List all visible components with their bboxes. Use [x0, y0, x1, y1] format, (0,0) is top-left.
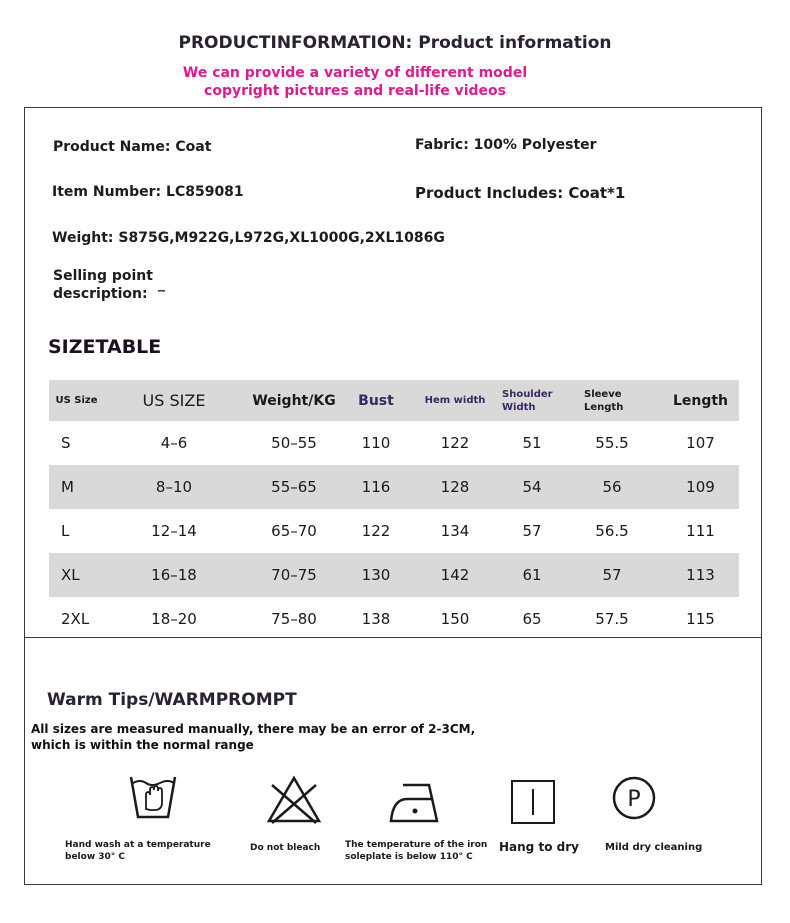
care-label-hang-dry: Hang to dry	[499, 840, 579, 854]
table-cell: 18–20	[151, 610, 197, 628]
table-row	[49, 421, 739, 465]
table-cell: 55–65	[271, 478, 317, 496]
table-cell: S	[61, 434, 71, 452]
table-cell: 51	[522, 434, 542, 452]
product-includes: Product Includes: Coat*1	[415, 184, 626, 202]
table-cell: 113	[686, 566, 715, 584]
table-cell: 57.5	[595, 610, 629, 628]
table-cell: 16–18	[151, 566, 197, 584]
column-header: US Size	[55, 395, 98, 406]
care-label-dry-clean: Mild dry cleaning	[605, 842, 703, 853]
hand-wash-icon	[128, 773, 178, 823]
table-cell: 55.5	[595, 434, 629, 452]
care-label-hand-wash: Hand wash at a temperature below 30° C	[65, 840, 211, 862]
table-cell: M	[61, 478, 74, 496]
table-cell: 75–80	[271, 610, 317, 628]
table-row	[49, 597, 739, 641]
table-cell: 150	[440, 610, 470, 628]
table-row	[49, 553, 739, 597]
table-cell: 57	[522, 522, 542, 540]
size-table	[49, 380, 739, 641]
item-number: Item Number: LC859081	[52, 184, 244, 200]
table-cell: 130	[361, 566, 391, 584]
table-cell: 134	[440, 522, 470, 540]
promo-subtitle: We can provide a variety of different model copyright pictures and real-life videos	[182, 65, 528, 99]
selling-point-value: _	[158, 276, 165, 292]
table-cell: 142	[440, 566, 470, 584]
column-header: Length	[672, 392, 729, 409]
table-cell: 56.5	[595, 522, 629, 540]
table-cell: 116	[361, 478, 391, 496]
column-header: US SIZE	[142, 391, 206, 410]
table-cell: 107	[686, 434, 715, 452]
table-row	[49, 509, 739, 553]
table-header-row	[49, 380, 739, 421]
table-cell: 110	[361, 434, 391, 452]
selling-point-label: Selling point description:	[53, 268, 153, 302]
table-cell: 8–10	[155, 478, 193, 496]
table-cell: XL	[61, 566, 80, 584]
warm-tips-heading: Warm Tips/WARMPROMPT	[47, 690, 297, 710]
column-header: Shoulder Width	[502, 388, 553, 413]
hang-dry-icon	[510, 779, 556, 825]
iron-icon	[387, 781, 443, 825]
column-header: Sleeve Length	[584, 388, 624, 413]
table-body	[49, 421, 739, 641]
table-cell: 122	[440, 434, 470, 452]
table-cell: 109	[686, 478, 715, 496]
column-header: Hem width	[424, 395, 486, 406]
table-cell: 56	[602, 478, 622, 496]
table-cell: 4–6	[160, 434, 188, 452]
table-cell: 12–14	[151, 522, 197, 540]
column-header: Weight/KG	[252, 392, 336, 409]
product-weight: Weight: S875G,M922G,L972G,XL1000G,2XL1086G	[52, 230, 445, 246]
size-table-heading: SIZETABLE	[48, 336, 162, 358]
table-cell: 122	[361, 522, 391, 540]
svg-text:P: P	[627, 787, 641, 812]
table-cell: 54	[522, 478, 542, 496]
page-title: PRODUCTINFORMATION: Product information	[178, 33, 612, 53]
table-cell: 50–55	[271, 434, 317, 452]
dry-clean-icon	[611, 775, 657, 821]
warm-tips-text: All sizes are measured manually, there may be an error of 2-3CM, which is within the normal range	[31, 722, 476, 752]
table-cell: 2XL	[61, 610, 90, 628]
table-cell: 111	[686, 522, 715, 540]
table-cell: 57	[602, 566, 622, 584]
table-cell: 61	[522, 566, 542, 584]
column-header: Bust	[358, 392, 394, 409]
table-cell: L	[61, 522, 70, 540]
table-row	[49, 465, 739, 509]
table-cell: 128	[440, 478, 470, 496]
care-label-no-bleach: Do not bleach	[250, 843, 321, 853]
table-cell: 115	[686, 610, 715, 628]
table-cell: 65	[522, 610, 542, 628]
product-name: Product Name: Coat	[53, 139, 212, 155]
no-bleach-icon	[266, 775, 322, 825]
product-fabric: Fabric: 100% Polyester	[415, 137, 597, 153]
table-cell: 65–70	[271, 522, 317, 540]
table-cell: 70–75	[271, 566, 317, 584]
care-label-iron: The temperature of the iron soleplate is below 110° C	[345, 840, 488, 862]
table-cell: 138	[361, 610, 391, 628]
